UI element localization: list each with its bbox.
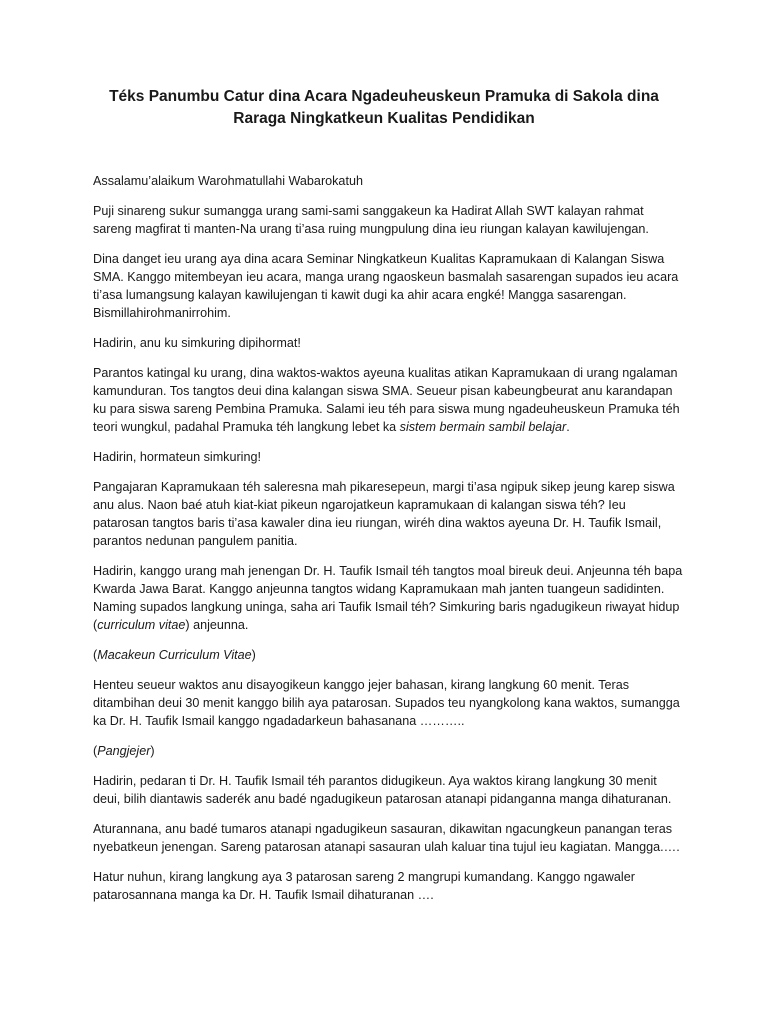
paragraph-11-close: ) [150, 744, 155, 758]
paragraph-7: Pangajaran Kapramukaan téh saleresna mah pikaresepeun, margi ti’asa ngipuk sikep jeung karep siswa anu alus. Naon baé atuh kiat-kiat pikeun ngarojatkeun kapramukaan di kalangan siswa téh? Ieu patarosan tangtos baris ti’asa kawaler dina ieu riungan, wiréh dina waktos ayeuna Dr. H. Taufik Ismail, parantos nedunan pangulem panitia. [93, 480, 675, 548]
title-line-1: Téks Panumbu Catur dina Acara Ngadeuheuskeun Pramuka di Sakola dina [109, 88, 659, 105]
paragraph-11 [93, 742, 683, 760]
paragraph-4: Hadirin, anu ku simkuring dipihormat! [93, 336, 301, 350]
paragraph-14: Hatur nuhun, kirang langkung aya 3 patarosan sareng 2 mangrupi kumandang. Kanggo ngawaler patarosannana manga ka Dr. H. Taufik Ismail dihaturanan …. [93, 870, 635, 902]
paragraph-10: Henteu seueur waktos anu disayogikeun kanggo jejer bahasan, kirang langkung 60 menit. Teras ditambihan deui 30 menit kanggo bilih aya patarosan. Supados teu nyangkolong kana waktos, sumangga ka Dr. H. Taufik Ismail kanggo ngadadarkeun bahasanana ……….. [93, 678, 680, 728]
paragraph-5-text: Parantos katingal ku urang, dina waktos-waktos ayeuna kualitas atikan Kapramukaan di urang ngalaman kamunduran. Tos tangtos deui dina kalangan siswa SMA. Seueur pisan kabeungbeurat anu karandapan ku para siswa sareng Pembina Pramuka. Salami ieu téh para siswa mung ngadeuheuskeun Pramuka téh teori wungkul, padahal Pramuka téh langkung lebet ka [93, 366, 680, 434]
paragraph-8-end: ) anjeunna. [185, 618, 249, 632]
document-title [60, 86, 708, 130]
paragraph-5-italic: sistem bermain sambil belajar [399, 420, 567, 434]
document-body [93, 172, 683, 916]
paragraph-12: Hadirin, pedaran ti Dr. H. Taufik Ismail téh parantos didugikeun. Aya waktos kirang langkung 30 menit deui, bilih diantawis saderék anu badé ngadugikeun patarosan atanapi pidanganna manga dihaturanan. [93, 774, 672, 806]
paragraph-11-open: ( [93, 744, 98, 758]
paragraph-2: Puji sinareng sukur sumangga urang sami-sami sanggakeun ka Hadirat Allah SWT kalayan rahmat sareng magfirat ti manten-Na urang ti’asa ruing mungpulung dina ieu riungan kalayan kawilujengan. [93, 204, 649, 236]
paragraph-11-italic: Pangjejer [97, 744, 151, 758]
paragraph-3: Dina danget ieu urang aya dina acara Seminar Ningkatkeun Kualitas Kapramukaan di Kalangan Siswa SMA. Kanggo mitembeyan ieu acara, manga urang ngaoskeun basmalah sasarengan supados ieu acara ti’asa lumangsung kalayan kawilujengan ti kawit dugi ka ahir acara engké! Mangga sasarengan. Bismillahirohmanirrohim. [93, 252, 679, 320]
paragraph-6: Hadirin, hormateun simkuring! [93, 450, 261, 464]
paragraph-8-italic: curriculum vitae [97, 618, 186, 632]
paragraph-5 [93, 364, 683, 436]
paragraph-13: Aturannana, anu badé tumaros atanapi ngadugikeun sasauran, dikawitan ngacungkeun panangan teras nyebatkeun jenengan. Sareng patarosan atanapi sasauran ulah kaluar tina tujul ieu kagiatan. Mangga.…. [93, 822, 680, 854]
paragraph-8-text: Hadirin, kanggo urang mah jenengan Dr. H. Taufik Ismail téh tangtos moal bireuk deui. Anjeunna téh bapa Kwarda Jawa Barat. Kanggo anjeunna tangtos widang Kapramukaan mah janten tuangeun sadidinten. Naming supados langkung uninga, saha ari Taufik Ismail téh? Simkuring baris ngadugikeun riwayat hidup ( [93, 564, 683, 632]
paragraph-5-end: . [566, 420, 570, 434]
title-line-2: Raraga Ningkatkeun Kualitas Pendidikan [233, 110, 535, 127]
paragraph-9-close: ) [251, 648, 256, 662]
paragraph-8 [93, 562, 683, 634]
paragraph-9-italic: Macakeun Curriculum Vitae [97, 648, 252, 662]
paragraph-greeting: Assalamu’alaikum Warohmatullahi Wabarokatuh [93, 174, 363, 188]
paragraph-9 [93, 646, 683, 664]
paragraph-9-open: ( [93, 648, 98, 662]
